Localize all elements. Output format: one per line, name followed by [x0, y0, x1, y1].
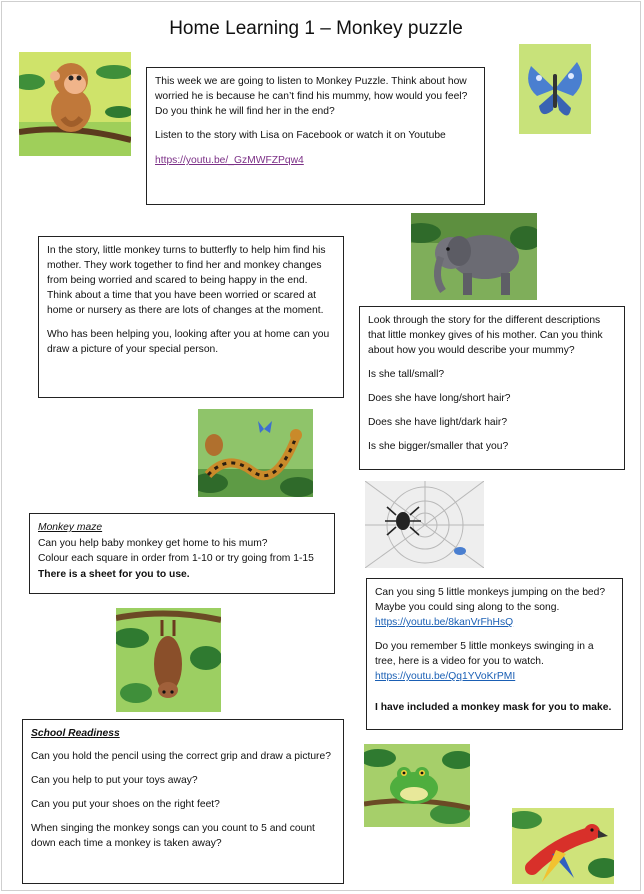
monkey-maze-box [29, 513, 335, 594]
bat-illustration [116, 608, 221, 712]
readiness-question-toys: Can you help to put your toys away? [31, 775, 198, 786]
describe-question-hair-length: Does she have long/short hair? [368, 393, 511, 404]
swinging-song-link[interactable]: https://youtu.be/Qq1YVoKrPMI [375, 671, 516, 682]
swinging-song-text: Do you remember 5 little monkeys swinging in a tree, here is a video for you to watch. [375, 641, 594, 667]
intro-question: Do you think he will find her in the end? [155, 106, 335, 117]
frog-illustration [364, 744, 470, 827]
story-box [38, 236, 344, 398]
monkey-maze-question: Can you help baby monkey get home to his mum? [38, 537, 268, 549]
monkey-thinking-illustration [19, 52, 131, 156]
snake-illustration [198, 409, 313, 497]
readiness-question-counting: When singing the monkey songs can you count to 5 and count down each time a monkey is taken away? [31, 823, 315, 849]
page-title: Home Learning 1 – Monkey puzzle [169, 18, 463, 39]
jumping-song-link[interactable]: https://youtu.be/8kanVrFhHsQ [375, 617, 514, 628]
elephant-illustration [411, 213, 537, 300]
butterfly-illustration [519, 44, 591, 134]
intro-text: This week we are going to listen to Monkey Puzzle. Think about how worried he is because he can’t find his mummy, how would you feel? [155, 76, 468, 102]
monkey-maze-instructions: Colour each square in order from 1-10 or try going from 1-15 [38, 553, 314, 564]
readiness-question-pencil: Can you hold the pencil using the correct grip and draw a picture? [31, 751, 331, 762]
monkey-songs-box [366, 578, 623, 730]
school-readiness-heading: School Readiness [31, 728, 120, 739]
describe-text: Look through the story for the different descriptions that little monkey gives of his mother. Can you think about how you would describe your mummy? [368, 315, 603, 356]
monkey-mask-note: I have included a monkey mask for you to make. [375, 702, 612, 713]
jumping-song-text: Can you sing 5 little monkeys jumping on the bed? Maybe you could sing along to the song. [375, 587, 606, 613]
describe-question-size: Is she bigger/smaller that you? [368, 441, 509, 452]
story-video-link[interactable]: https://youtu.be/_GzMWFZPqw4 [155, 155, 304, 166]
describe-question-hair-colour: Does she have light/dark hair? [368, 417, 508, 428]
monkey-maze-sheet-note: There is a sheet for you to use. [38, 568, 190, 580]
intro-box [146, 67, 485, 205]
spider-illustration [365, 481, 484, 568]
intro-listen-text: Listen to the story with Lisa on Facebook or watch it on Youtube [155, 130, 446, 141]
story-text: In the story, little monkey turns to butterfly to help him find his mother. They work together to find her and monkey changes from being worried and scared to being happy in the end. Think about a time that you have been worried or scared at home or nursery as there are lots of changes at the moment. [47, 245, 326, 316]
special-person-prompt: Who has been helping you, looking after you at home can you draw a picture of your special person. [47, 329, 330, 355]
monkey-maze-heading: Monkey maze [38, 522, 103, 533]
parrot-illustration [512, 808, 614, 884]
describe-mummy-box [359, 306, 625, 470]
readiness-question-shoes: Can you put your shoes on the right feet? [31, 799, 220, 810]
describe-question-tall: Is she tall/small? [368, 369, 445, 380]
school-readiness-box [22, 719, 344, 884]
